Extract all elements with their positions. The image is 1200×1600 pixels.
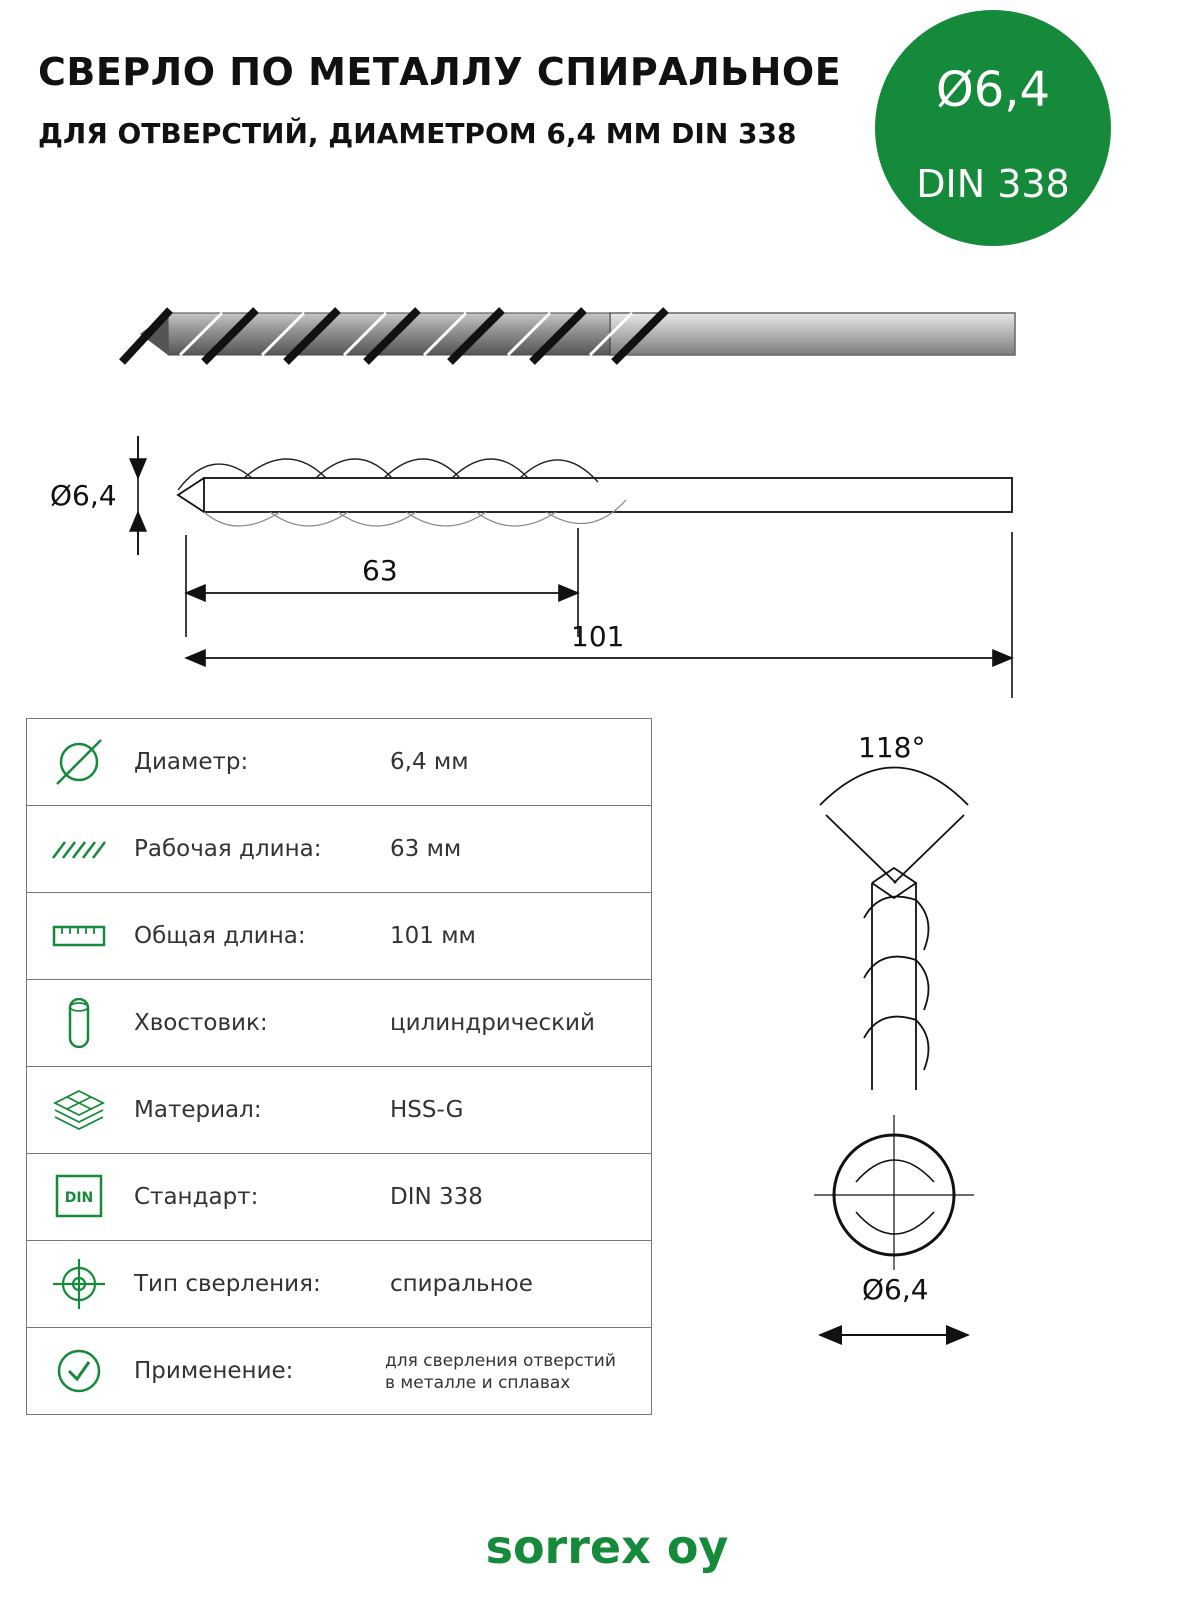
spec-row-drill-type xyxy=(27,1241,651,1328)
din-icon xyxy=(51,1172,107,1222)
end-diameter-label: Ø6,4 xyxy=(862,1273,929,1306)
spec-value: DIN 338 xyxy=(390,1184,483,1210)
spec-label: Хвостовик: xyxy=(134,1010,268,1036)
side-diameter-label: Ø6,4 xyxy=(50,479,117,512)
check-icon xyxy=(51,1346,107,1396)
spec-label: Рабочая длина: xyxy=(134,836,322,862)
badge-standard: DIN 338 xyxy=(916,162,1070,206)
tip-angle-label: 118° xyxy=(858,731,926,764)
spec-label: Тип сверления: xyxy=(134,1271,321,1297)
tip-angle-drawing xyxy=(820,768,968,1091)
badge-diameter: Ø6,4 xyxy=(935,62,1051,118)
drill-illustration xyxy=(122,310,1015,362)
spec-value: 63 мм xyxy=(390,836,462,862)
spec-value: 6,4 мм xyxy=(390,749,469,775)
spec-row-material xyxy=(27,1067,651,1154)
spec-value xyxy=(385,1350,616,1394)
spec-value: HSS-G xyxy=(390,1097,464,1123)
layers-icon xyxy=(51,1085,107,1135)
page-title: СВЕРЛО ПО МЕТАЛЛУ СПИРАЛЬНОЕ xyxy=(38,50,842,94)
shank-icon xyxy=(51,998,107,1048)
flute-icon xyxy=(51,824,107,874)
total-length-label: 101 xyxy=(571,620,625,653)
spec-value: спиральное xyxy=(390,1271,533,1297)
ruler-icon xyxy=(51,911,107,961)
spec-row-shank xyxy=(27,980,651,1067)
diameter-icon xyxy=(51,737,107,787)
spec-label: Стандарт: xyxy=(134,1184,259,1210)
spec-row-standard xyxy=(27,1154,651,1241)
spec-value: цилиндрический xyxy=(390,1010,595,1036)
spec-row-application xyxy=(27,1328,651,1414)
brand-logo: sorrex oy xyxy=(485,1520,729,1574)
page-subtitle: ДЛЯ ОТВЕРСТИЙ, ДИАМЕТРОМ 6,4 ММ DIN 338 xyxy=(38,117,797,150)
specs-table xyxy=(26,718,652,1415)
spec-value-line1: для сверления отверстий xyxy=(385,1351,616,1371)
spec-value: 101 мм xyxy=(390,923,476,949)
working-length-label: 63 xyxy=(362,554,398,587)
target-icon xyxy=(51,1259,107,1309)
din-icon-text: DIN xyxy=(64,1190,94,1206)
spec-row-total-length xyxy=(27,893,651,980)
spec-label: Материал: xyxy=(134,1097,262,1123)
side-view-drawing xyxy=(138,436,1012,698)
spec-label: Общая длина: xyxy=(134,923,306,949)
spec-label: Диаметр: xyxy=(134,749,249,775)
spec-row-diameter xyxy=(27,719,651,806)
spec-value-line2: в металле и сплавах xyxy=(385,1373,571,1393)
spec-row-working-length xyxy=(27,806,651,893)
spec-label: Применение: xyxy=(134,1358,294,1384)
